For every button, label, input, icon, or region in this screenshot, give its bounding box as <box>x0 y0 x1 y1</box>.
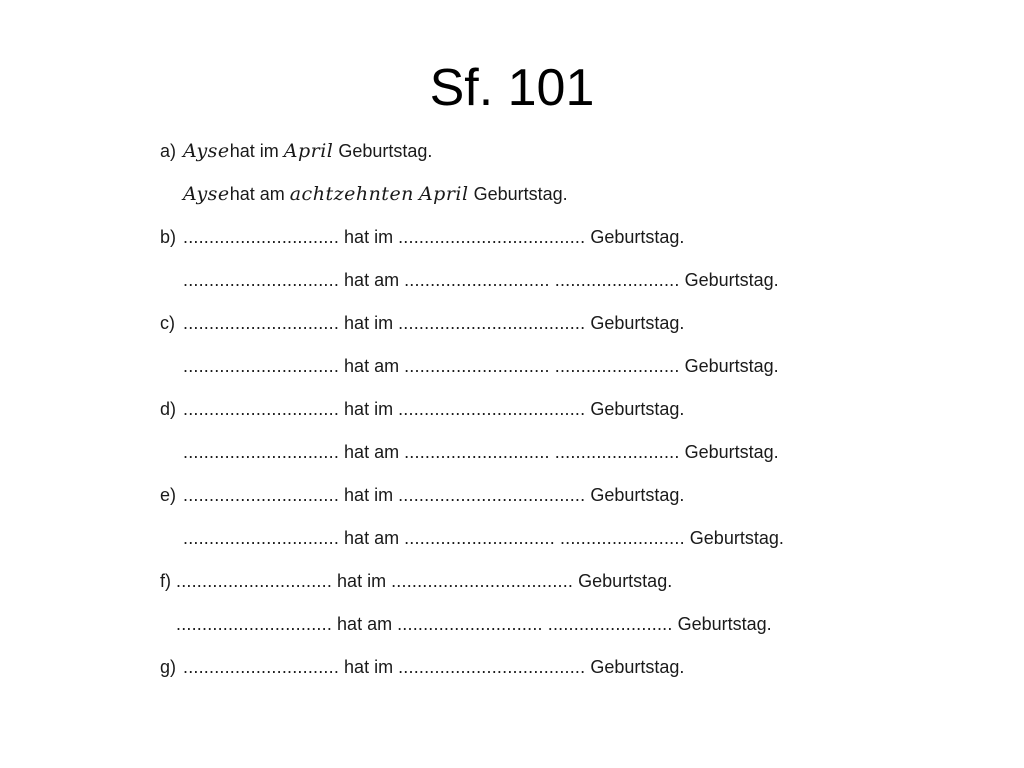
sentence <box>183 351 779 381</box>
item-letter: d) <box>160 399 177 419</box>
blank-name[interactable]: .............................. <box>183 528 340 548</box>
sentence <box>183 222 684 252</box>
verb-text: hat im <box>344 485 394 505</box>
ending-text: Geburtstag. <box>684 270 779 290</box>
ending-text: Geburtstag. <box>689 528 784 548</box>
blank-name[interactable]: .............................. <box>183 399 340 419</box>
blank-month[interactable]: ........................ <box>554 442 680 462</box>
blank-name[interactable]: .............................. <box>183 227 340 247</box>
blank-month[interactable]: .................................... <box>398 657 586 677</box>
blank-month[interactable]: .................................... <box>398 399 586 419</box>
blank-day[interactable]: ............................ <box>404 356 550 376</box>
item-letter: b) <box>160 227 177 247</box>
verb-text: hat am <box>229 184 285 204</box>
verb-text: hat am <box>344 356 400 376</box>
sentence <box>183 179 568 209</box>
item-f-line-2 <box>160 609 860 652</box>
item-f-line-1 <box>160 566 860 609</box>
blank-month[interactable]: ........................ <box>554 270 680 290</box>
item-c-line-2 <box>160 351 860 394</box>
blank-name[interactable]: .............................. <box>183 356 340 376</box>
blank-day[interactable]: ............................ <box>404 270 550 290</box>
blank-name[interactable]: .............................. <box>183 270 340 290</box>
sentence <box>183 480 684 510</box>
item-b-line-2 <box>160 265 860 308</box>
blank-day[interactable]: ............................ <box>397 614 543 634</box>
ending-text: Geburtstag. <box>590 399 685 419</box>
verb-text: hat im <box>344 313 394 333</box>
blank-day[interactable]: ............................ <box>404 442 550 462</box>
blank-month[interactable]: ........................ <box>559 528 685 548</box>
ending-text: Geburtstag. <box>590 227 685 247</box>
handwritten-name: Ayse <box>183 140 230 162</box>
verb-text: hat im <box>344 657 394 677</box>
item-g-line-1 <box>160 652 860 695</box>
verb-text: hat am <box>344 270 400 290</box>
item-e-line-1 <box>160 480 860 523</box>
handwritten-month: April <box>418 183 469 205</box>
worksheet <box>160 136 860 695</box>
item-letter: e) <box>160 485 177 505</box>
sentence <box>183 652 684 682</box>
ending-text: Geburtstag. <box>590 485 685 505</box>
handwritten-day: achtzehnten <box>289 183 414 205</box>
blank-month[interactable]: ........................ <box>554 356 680 376</box>
ending-text: Geburtstag. <box>578 571 673 591</box>
verb-text: hat im <box>337 571 387 591</box>
handwritten-name: Ayse <box>183 183 230 205</box>
ending-text: Geburtstag. <box>473 184 568 204</box>
blank-name[interactable]: .............................. <box>183 485 340 505</box>
item-a-line-2 <box>160 179 860 222</box>
verb-text: hat im <box>344 227 394 247</box>
blank-name[interactable]: .............................. <box>183 657 340 677</box>
blank-month[interactable]: .................................... <box>398 227 586 247</box>
item-a-line-1 <box>160 136 860 179</box>
ending-text: Geburtstag. <box>684 356 779 376</box>
blank-month[interactable]: .................................... <box>398 313 586 333</box>
sentence <box>176 609 772 639</box>
sentence <box>183 308 684 338</box>
sentence <box>183 136 432 166</box>
ending-text: Geburtstag. <box>677 614 772 634</box>
item-d-line-1 <box>160 394 860 437</box>
sentence <box>176 566 672 596</box>
verb-text: hat am <box>344 528 400 548</box>
blank-name[interactable]: .............................. <box>176 571 333 591</box>
slide-title: Sf. 101 <box>429 59 595 117</box>
item-letter: g) <box>160 657 177 677</box>
verb-text: hat am <box>344 442 400 462</box>
blank-month[interactable]: ........................ <box>547 614 673 634</box>
blank-name[interactable]: .............................. <box>176 614 333 634</box>
ending-text: Geburtstag. <box>590 657 685 677</box>
sentence <box>183 523 784 553</box>
blank-day[interactable]: ............................. <box>404 528 555 548</box>
blank-month[interactable]: .................................... <box>398 485 586 505</box>
verb-text: hat am <box>337 614 393 634</box>
blank-name[interactable]: .............................. <box>183 313 340 333</box>
item-letter: c) <box>160 313 175 333</box>
item-letter: f) <box>160 571 171 591</box>
blank-month[interactable]: ................................... <box>391 571 574 591</box>
item-c-line-1 <box>160 308 860 351</box>
verb-text: hat im <box>229 141 279 161</box>
ending-text: Geburtstag. <box>684 442 779 462</box>
item-b-line-1 <box>160 222 860 265</box>
sentence <box>183 265 779 295</box>
sentence <box>183 437 779 467</box>
item-e-line-2 <box>160 523 860 566</box>
handwritten-month: April <box>283 140 334 162</box>
item-letter: a) <box>160 141 177 161</box>
blank-name[interactable]: .............................. <box>183 442 340 462</box>
ending-text: Geburtstag. <box>338 141 433 161</box>
sentence <box>183 394 684 424</box>
ending-text: Geburtstag. <box>590 313 685 333</box>
verb-text: hat im <box>344 399 394 419</box>
item-d-line-2 <box>160 437 860 480</box>
